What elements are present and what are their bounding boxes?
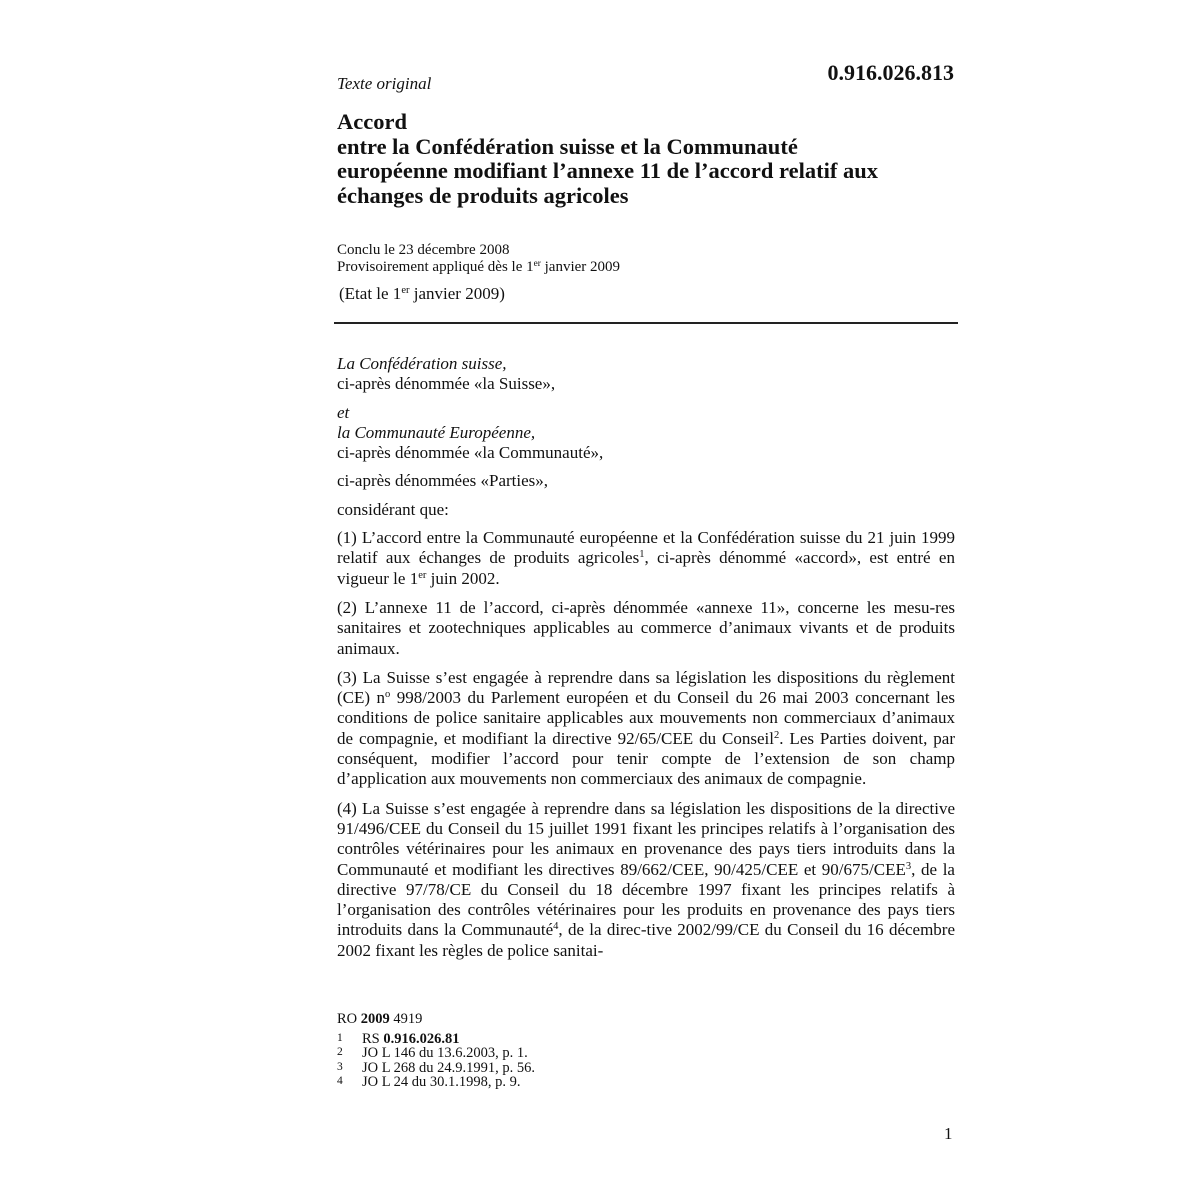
dates-block [337, 242, 620, 276]
ro-reference: RO 2009 4919 [337, 1011, 423, 1027]
recital-3: (3) La Suisse s’est engagée à reprendre dans sa législation les dispositions du règlement (CE) $n^o$ 998/2003 du Parlement européen et du Conseil du 26 mai 2003 concernant les conditions de police sanitaire applicables aux mouvements non commerciaux d’animaux de compagnie, et modifiant la directive 92/65/CEE du Conseil$^2$. Les Parties doivent, par conséquent, modifier l’accord pour tenir compte de l’extension de son champ d’application aux mouvements non commerciaux des animaux de compagnie. [337, 667, 956, 789]
title-line-3: européenne modifiant l’annexe 11 de l’accord relatif aux [337, 158, 878, 183]
party-1-name: La Confédération suisse, [337, 354, 507, 373]
conclu-date: Conclu le 23 décembre 2008 [337, 242, 510, 258]
title-line-4: échanges de produits agricoles [337, 182, 629, 208]
page-number: 1 [944, 1124, 953, 1143]
recital-4: (4) La Suisse s’est engagée à reprendre dans sa législation les dispositions de la directive 91/496/CEE du Conseil du 15 juillet 1991 fixant les principes relatifs à l’organisation des contrôles vétérinaires pour les animaux en provenance des pays tiers introduits dans la Communauté et modifiant les directives 89/662/CEE, 90/425/CEE et 90/675/CEE$^3$, de la directive 97/78/CE du Conseil du 18 décembre 1997 fixant les principes relatifs à l’organisation des contrôles vétérinaires pour les produits en provenance des pays tiers introduits dans la Communauté$^4$, de la direc-tive 2002/99/CE du Conseil du 16 décembre 2002 fixant les règles de police sanitai- [337, 798, 956, 960]
party-1-alias: ci-après dénommée «la Suisse», [337, 374, 556, 394]
footnote-3: 3 JO L 268 du 24.9.1991, p. 56. [337, 1059, 536, 1076]
recital-1: (1) L’accord entre la Communauté européenne et la Confédération suisse du 21 juin 1999 relatif aux échanges de produits agricoles$^1$, ci-après dénommé «accord», est entré en vigueur le 1er juin 2002. [337, 528, 955, 588]
rs-number: 0.916.026.813 [827, 60, 954, 85]
texte-original-label: Texte original [337, 74, 432, 93]
party-2-alias: ci-après dénommée «la Communauté», [337, 443, 604, 463]
footnote-ref-4[interactable]: 4 [553, 921, 559, 933]
considerant: considérant que: [337, 499, 449, 519]
footnote-ref-3[interactable]: 3 [905, 860, 912, 872]
document-body [337, 354, 955, 961]
footnote-ref-1[interactable]: 1 [639, 549, 645, 561]
footnotes [337, 1012, 535, 1090]
footnote-2: 2 JO L 146 du 13.6.2003, p. 1. [337, 1045, 528, 1061]
etat-date: (Etat le 1er janvier 2009) [339, 284, 505, 303]
et-conjunction: et [337, 402, 350, 422]
title-line-2: entre la Confédération suisse et la Communauté [337, 133, 798, 159]
document-title [337, 110, 957, 208]
parties-alias: ci-après dénommées «Parties», [337, 471, 549, 491]
footnote-1: 1 RS 0.916.026.81 [337, 1030, 460, 1047]
footnote-ref-2[interactable]: 2 [773, 729, 780, 741]
footnote-4: 4 JO L 24 du 30.1.1998, p. 9. [337, 1074, 521, 1090]
party-2-name: la Communauté Européenne, [337, 422, 536, 442]
provisional-application: Provisoirement appliqué dès le 1er janvier 2009 [337, 258, 621, 275]
recital-2: (2) L’annexe 11 de l’accord, ci-après dénommée «annexe 11», concerne les mesu-res sanitaires et zootechniques applicables au commerce d’animaux vivants et de produits animaux. [337, 597, 955, 658]
title-line-1: Accord [337, 109, 407, 134]
header-divider [334, 322, 958, 324]
